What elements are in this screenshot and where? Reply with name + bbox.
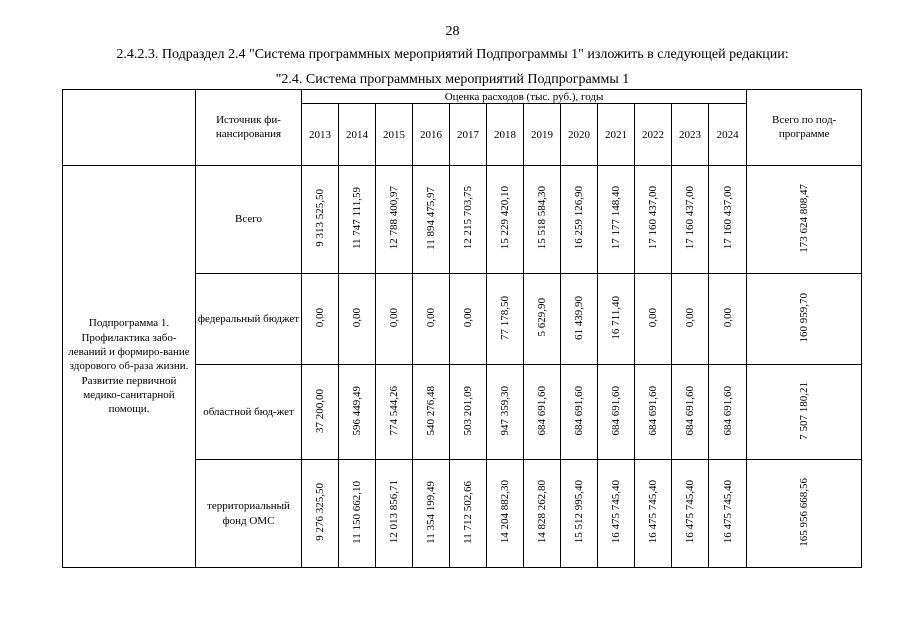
total-cell <box>747 460 862 568</box>
value-text: 37 200,00 <box>314 388 326 433</box>
value-cell <box>376 460 413 568</box>
value-cell <box>561 365 598 460</box>
value-text: 503 201,09 <box>462 385 474 436</box>
funding-source: областной бюд-жет <box>196 365 302 460</box>
value-cell <box>450 460 487 568</box>
value-cell <box>450 274 487 365</box>
value-text: 0,00 <box>721 307 734 328</box>
page-number: 28 <box>445 24 460 39</box>
value-text: 61 439,90 <box>573 295 585 340</box>
value-cell <box>339 166 376 274</box>
value-text: 5 629,90 <box>536 298 548 337</box>
value-cell <box>413 274 450 365</box>
year-header: 2017 <box>450 104 487 166</box>
value-cell <box>709 460 747 568</box>
value-cell <box>487 365 524 460</box>
value-text: 17 160 437,00 <box>721 186 734 250</box>
value-cell <box>524 460 561 568</box>
total-cell <box>747 365 862 460</box>
value-text: 17 160 437,00 <box>647 186 659 250</box>
year-header: 2020 <box>561 104 598 166</box>
year-header: 2021 <box>598 104 635 166</box>
value-text: 16 711,40 <box>610 295 622 340</box>
year-header: 2019 <box>524 104 561 166</box>
total-text: 7 507 180,21 <box>798 381 811 440</box>
value-cell <box>561 166 598 274</box>
expenses-table <box>62 89 862 568</box>
year-header: 2022 <box>635 104 672 166</box>
total-text: 173 624 808,47 <box>798 183 811 253</box>
value-text: 947 359,30 <box>499 385 511 436</box>
year-header: 2018 <box>487 104 524 166</box>
value-text: 0,00 <box>684 307 696 328</box>
value-text: 15 229 420,10 <box>499 186 511 250</box>
value-cell <box>450 166 487 274</box>
value-text: 540 276,48 <box>425 385 437 436</box>
value-text: 11 712 502,66 <box>462 480 474 544</box>
value-cell <box>487 460 524 568</box>
value-text: 16 475 745,40 <box>647 480 659 544</box>
value-text: 684 691,60 <box>573 385 585 436</box>
value-text: 684 691,60 <box>647 385 659 436</box>
value-text: 16 259 126,90 <box>573 186 585 250</box>
year-header: 2014 <box>339 104 376 166</box>
value-cell <box>302 460 339 568</box>
value-cell <box>598 274 635 365</box>
total-text: 160 959,70 <box>798 292 811 343</box>
value-text: 684 691,60 <box>684 385 696 436</box>
value-text: 774 544,26 <box>388 385 400 436</box>
value-text: 16 475 745,40 <box>684 480 696 544</box>
year-header: 2023 <box>672 104 709 166</box>
value-cell <box>450 365 487 460</box>
value-text: 12 013 856,71 <box>388 480 400 544</box>
value-text: 14 828 262,80 <box>536 480 548 544</box>
value-cell <box>561 460 598 568</box>
total-text: 165 956 668,56 <box>798 477 811 547</box>
value-text: 11 747 111,59 <box>351 186 363 250</box>
total-cell <box>747 274 862 365</box>
value-cell <box>524 365 561 460</box>
year-header: 2016 <box>413 104 450 166</box>
value-cell <box>339 274 376 365</box>
value-cell <box>672 365 709 460</box>
value-cell <box>302 166 339 274</box>
value-text: 17 177 148,40 <box>610 186 622 250</box>
value-cell <box>635 460 672 568</box>
funding-source: территориальный фонд ОМС <box>196 460 302 568</box>
value-cell <box>487 274 524 365</box>
value-cell <box>487 166 524 274</box>
year-header: 2013 <box>302 104 339 166</box>
value-cell <box>339 365 376 460</box>
expenses-group-header: Оценка расходов (тыс. руб.), годы <box>302 90 747 104</box>
value-cell <box>598 166 635 274</box>
value-text: 0,00 <box>425 307 437 328</box>
year-header: 2024 <box>709 104 747 166</box>
value-cell <box>413 365 450 460</box>
value-text: 0,00 <box>462 307 474 328</box>
value-cell <box>376 166 413 274</box>
value-text: 0,00 <box>647 307 659 328</box>
section-title: "2.4. Система программных мероприятий Подпрограммы 1 <box>275 72 630 87</box>
total-header: Всего по под-программе <box>747 90 862 166</box>
value-text: 0,00 <box>351 307 363 328</box>
value-cell <box>376 365 413 460</box>
value-cell <box>413 166 450 274</box>
value-cell <box>635 166 672 274</box>
value-cell <box>339 460 376 568</box>
funding-source: федеральный бюджет <box>196 274 302 365</box>
value-cell <box>598 365 635 460</box>
value-cell <box>709 274 747 365</box>
value-text: 11 150 662,10 <box>351 480 363 544</box>
value-text: 14 204 882,30 <box>499 480 511 544</box>
value-cell <box>672 460 709 568</box>
value-text: 12 788 400,97 <box>388 186 400 250</box>
value-text: 596 449,49 <box>351 385 363 436</box>
value-text: 0,00 <box>388 307 400 328</box>
value-cell <box>561 274 598 365</box>
value-text: 9 313 525,50 <box>314 189 326 247</box>
value-text: 9 276 325,50 <box>314 483 326 541</box>
value-cell <box>302 274 339 365</box>
value-cell <box>635 274 672 365</box>
program-label: Подпрограмма 1. Профилактика забо-леваний и формиро-вание здорового об-раза жизни. Развитие первичной медико-санитарной помощи. <box>63 166 196 568</box>
value-text: 11 354 199,49 <box>425 480 437 544</box>
funding-source: Всего <box>196 166 302 274</box>
value-cell <box>635 365 672 460</box>
year-header: 2015 <box>376 104 413 166</box>
value-cell <box>709 365 747 460</box>
value-cell <box>413 460 450 568</box>
value-text: 16 475 745,40 <box>721 480 734 544</box>
amendment-intro: 2.4.2.3. Подраздел 2.4 "Система программных мероприятий Подпрограммы 1" изложить в следующей редакции: <box>116 47 789 62</box>
total-cell <box>747 166 862 274</box>
value-text: 15 518 584,30 <box>536 186 548 250</box>
value-cell <box>302 365 339 460</box>
value-cell <box>524 274 561 365</box>
program-header-cell <box>63 90 196 166</box>
value-text: 77 178,50 <box>499 295 511 340</box>
value-text: 12 215 703,75 <box>462 186 474 250</box>
value-text: 17 160 437,00 <box>684 186 696 250</box>
value-cell <box>672 166 709 274</box>
value-cell <box>709 166 747 274</box>
value-cell <box>598 460 635 568</box>
value-text: 684 691,60 <box>536 385 548 436</box>
value-text: 0,00 <box>314 307 326 328</box>
value-cell <box>524 166 561 274</box>
value-text: 684 691,60 <box>721 385 734 436</box>
source-header: Источник фи-нансирования <box>196 90 302 166</box>
value-text: 11 894 475,97 <box>425 186 437 250</box>
value-cell <box>376 274 413 365</box>
value-cell <box>672 274 709 365</box>
table-row <box>63 166 862 274</box>
value-text: 16 475 745,40 <box>610 480 622 544</box>
value-text: 684 691,60 <box>610 385 622 436</box>
value-text: 15 512 995,40 <box>573 480 585 544</box>
